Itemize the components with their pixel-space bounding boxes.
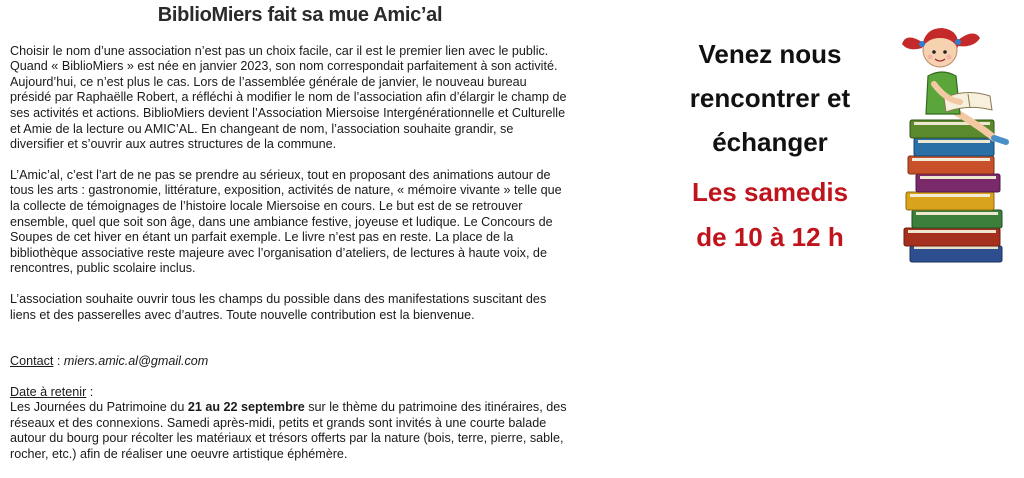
date-label: Date à retenir xyxy=(10,384,87,399)
article xyxy=(10,4,570,478)
schedule-line-1: Les samedis xyxy=(691,177,849,207)
paragraph-1: Choisir le nom d’une association n’est pas un choix facile, car il est le premier lien avec le public. Quand « BiblioMiers » est née en janvier 2023, son nom correspondait parfaitement à son activité. Aujourd’hui, ce n’est plus le cas. Lors de l’assemblée générale de janvier, le nouveau bureau présidé par Raphaëlle Robert, a réfléchi à modifier le nom de l’association afin d’élargir le champ de ses activités et actions. BiblioMiers devient l’Association Miersoise Intergénérationnelle et Culturelle et Amie de la lecture ou AMIC’AL. En changeant de nom, l’association souhaite grandir, se diversifier et s’ouvrir aux autres structures de la commune. xyxy=(10,43,567,152)
invite-line-2: rencontrer et xyxy=(689,83,851,113)
date-block xyxy=(10,385,570,463)
article-title: BiblioMiers fait sa mue Amic’al xyxy=(157,4,443,26)
contact-line xyxy=(10,354,570,370)
paragraph-3: L’association souhaite ouvrir tous les champs du possible dans des manifestations suscitant des liens et des passerelles avec d’autres. Toute nouvelle contribution est la bienvenue. xyxy=(10,291,547,322)
date-sep: : xyxy=(86,384,94,399)
schedule-line-2: de 10 à 12 h xyxy=(696,222,844,252)
paragraph-2: L’Amic’al, c’est l’art de ne pas se prendre au sérieux, tout en proposant des animations autour de tous les arts : gastronomie, littérature, exposition, activités de nature, « mémoire vivante » telle que la collecte de témoignages de l’histoire locale Miersoise en cours. Le but est de se retrouver ensemble, quel que soit son âge, dans une ambiance festive, joyeuse et ludique. Le Concours de Soupes de cet hiver en étant un parfait exemple. Le livre n’est pas en reste. La place de la bibliothèque associative reste majeure avec l’organisation d’ateliers, de lectures à haute voix, de rencontres, public scolaire inclus. xyxy=(10,167,562,276)
schedule xyxy=(640,170,900,260)
girl-reading-books-illustration xyxy=(882,14,1022,274)
contact-email[interactable]: miers.amic.al@gmail.com xyxy=(63,354,209,369)
book-stack xyxy=(904,120,1002,262)
date-bold: 21 au 22 septembre xyxy=(187,400,305,415)
invite-line-3: échanger xyxy=(712,127,828,157)
date-text-after: sur le thème du patrimoine des itinéraires, des réseaux et des connexions. Samedi après-midi, petits et grands sont invités à une courte balade autour du bourg pour récolter les matériaux et trésors offerts par la nature (bois, terre, pierre, sable, rocher, etc.) afin de réaliser une oeuvre artistique éphémère. xyxy=(10,400,567,462)
contact-sep: : xyxy=(53,354,64,369)
invite-line-1: Venez nous xyxy=(698,39,842,69)
date-text-before: Les Journées du Patrimoine du xyxy=(10,400,188,415)
contact-label: Contact xyxy=(10,354,54,369)
invitation xyxy=(640,32,900,260)
